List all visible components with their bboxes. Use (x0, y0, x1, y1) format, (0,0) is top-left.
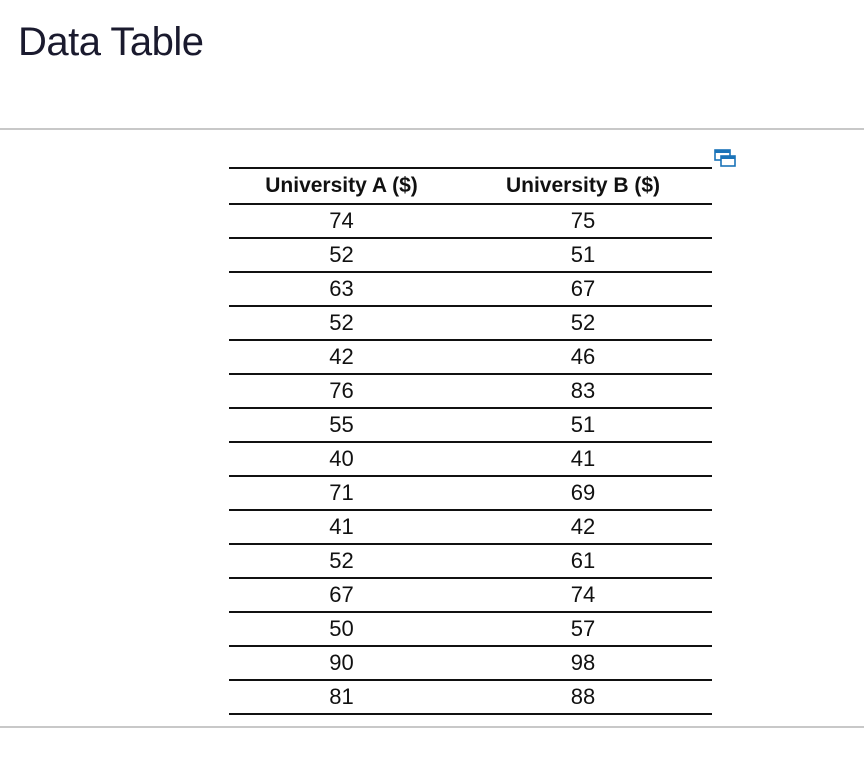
cell-university-b: 83 (570, 378, 596, 403)
table-row (229, 680, 712, 714)
table-row (229, 272, 712, 306)
cell-university-a: 55 (329, 412, 354, 437)
table-row (229, 340, 712, 374)
table-row (229, 544, 712, 578)
cell-university-b: 41 (570, 446, 596, 471)
cell-university-a: 52 (329, 242, 354, 267)
popout-window-icon[interactable] (714, 149, 736, 167)
cell-university-a: 41 (329, 514, 354, 539)
table-row (229, 238, 712, 272)
table-row (229, 408, 712, 442)
column-header-university-a: University A ($) (265, 174, 418, 197)
cell-university-a: 50 (329, 616, 354, 641)
cell-university-b: 98 (570, 650, 596, 675)
cell-university-a: 52 (329, 548, 354, 573)
table-row (229, 578, 712, 612)
table-row (229, 442, 712, 476)
cell-university-a: 90 (329, 650, 354, 675)
cell-university-a: 74 (329, 208, 354, 233)
cell-university-a: 52 (329, 310, 354, 335)
table-row (229, 306, 712, 340)
cell-university-a: 40 (329, 446, 354, 471)
table-row (229, 612, 712, 646)
cell-university-b: 75 (570, 208, 596, 233)
cell-university-b: 46 (570, 344, 596, 369)
table-row (229, 476, 712, 510)
cell-university-b: 74 (570, 582, 596, 607)
cell-university-a: 76 (329, 378, 354, 403)
table-row (229, 646, 712, 680)
cell-university-b: 57 (570, 616, 596, 641)
table-header-row (229, 168, 712, 204)
table-row (229, 374, 712, 408)
cell-university-b: 67 (570, 276, 596, 301)
header-divider (0, 128, 864, 130)
cell-university-b: 88 (570, 684, 596, 709)
cell-university-a: 63 (329, 276, 354, 301)
table-row (229, 204, 712, 238)
table-row (229, 510, 712, 544)
cell-university-b: 69 (570, 480, 596, 505)
cell-university-a: 42 (329, 344, 354, 369)
cell-university-a: 71 (329, 480, 354, 505)
cell-university-a: 67 (329, 582, 354, 607)
cell-university-a: 81 (329, 684, 354, 709)
page-title: Data Table (18, 20, 204, 64)
cell-university-b: 42 (570, 514, 596, 539)
column-header-university-b: University B ($) (505, 174, 661, 197)
cell-university-b: 51 (570, 242, 596, 267)
footer-divider (0, 726, 864, 728)
cell-university-b: 52 (570, 310, 596, 335)
cell-university-b: 51 (570, 412, 596, 437)
cell-university-b: 61 (570, 548, 596, 573)
data-table (229, 167, 712, 715)
